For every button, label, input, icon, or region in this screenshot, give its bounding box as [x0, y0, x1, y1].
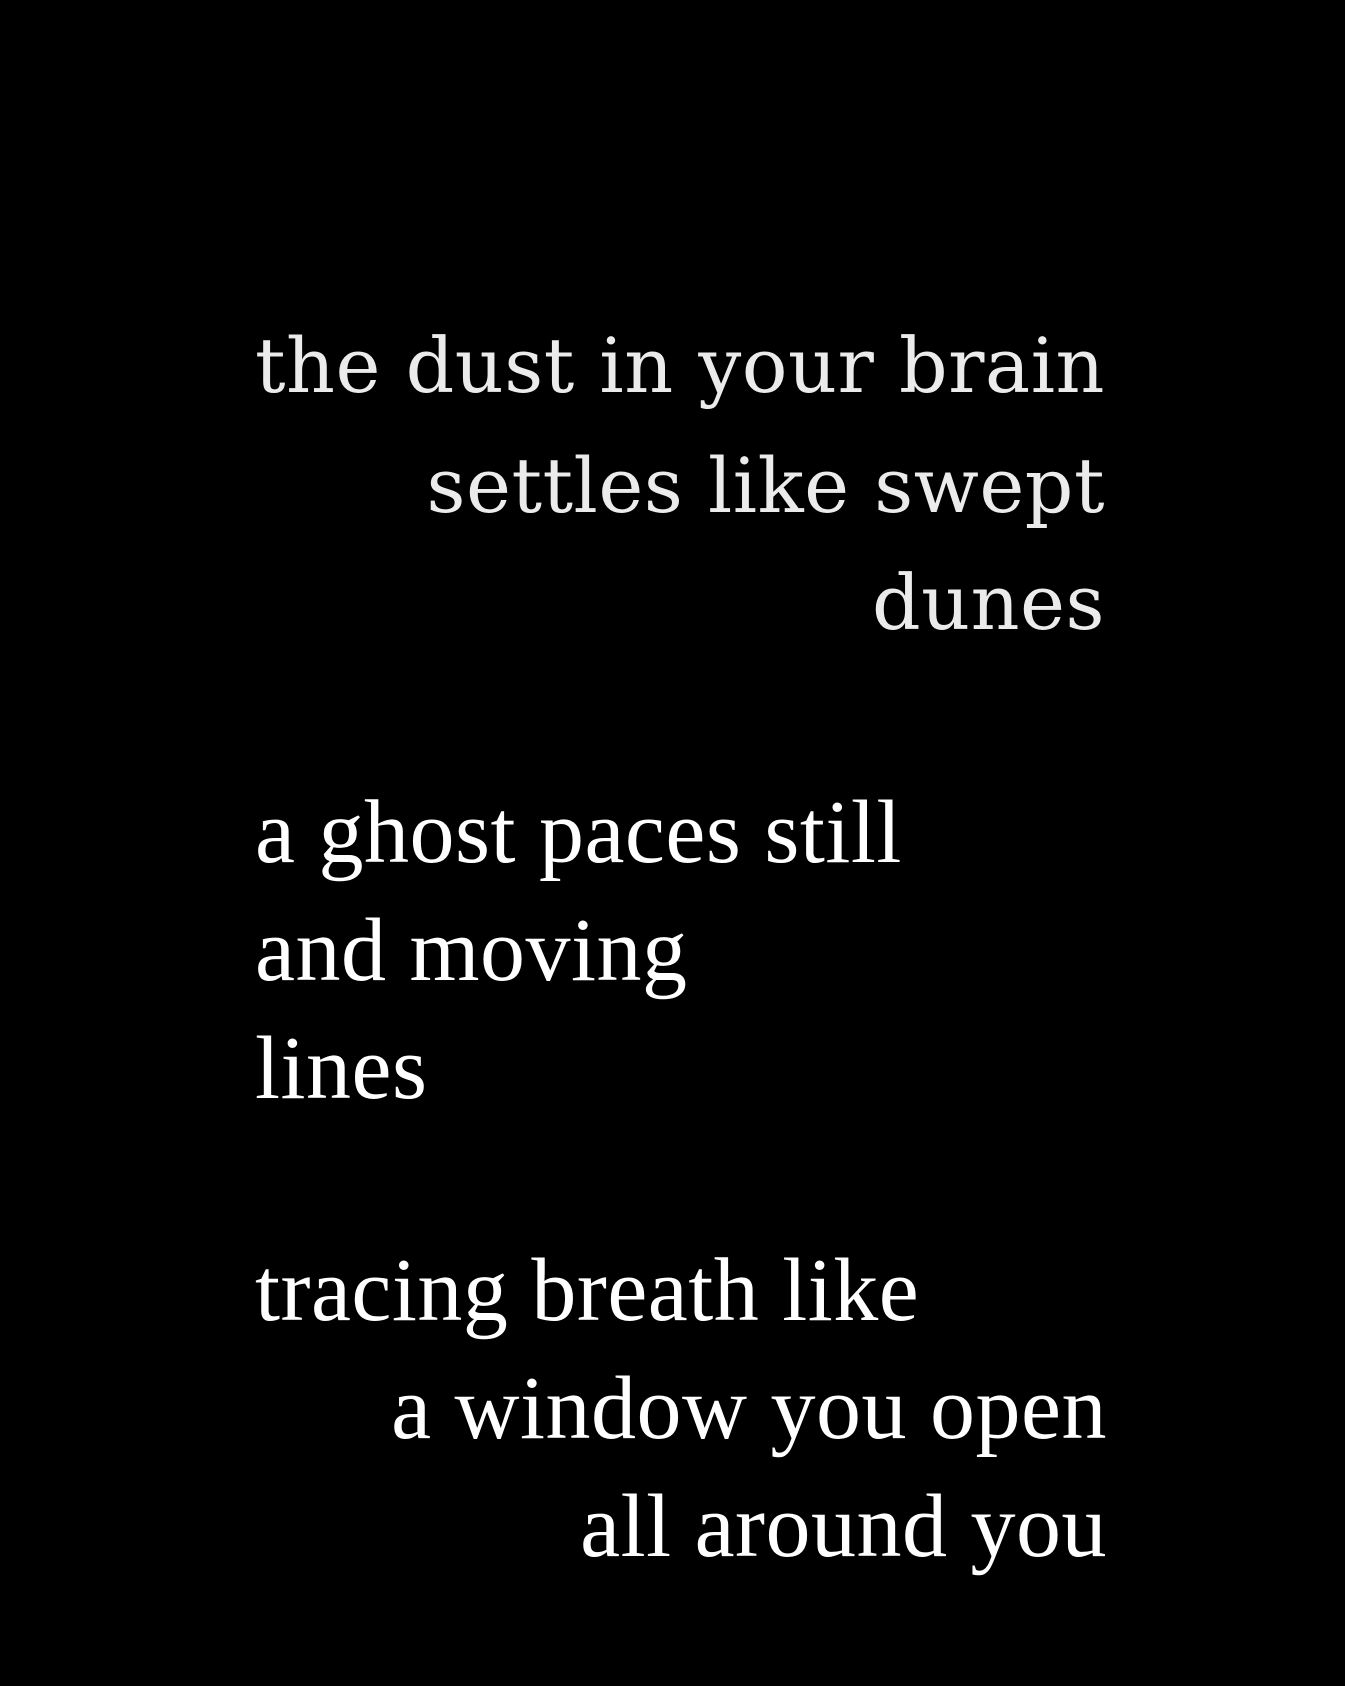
poem-line-5: and moving: [255, 901, 688, 1000]
poem-line-1: the dust in your brain: [254, 321, 1105, 410]
poem-line-9: all around you: [580, 1477, 1107, 1576]
poem-line-4: a ghost paces still: [255, 783, 902, 882]
poem-line-8: a window you open: [391, 1359, 1107, 1458]
poem-line-3: dunes: [871, 558, 1105, 647]
poem-line-2: settles like swept: [426, 441, 1105, 530]
poem-line-6: lines: [255, 1019, 428, 1118]
poem-line-7: tracing breath like: [255, 1241, 920, 1340]
